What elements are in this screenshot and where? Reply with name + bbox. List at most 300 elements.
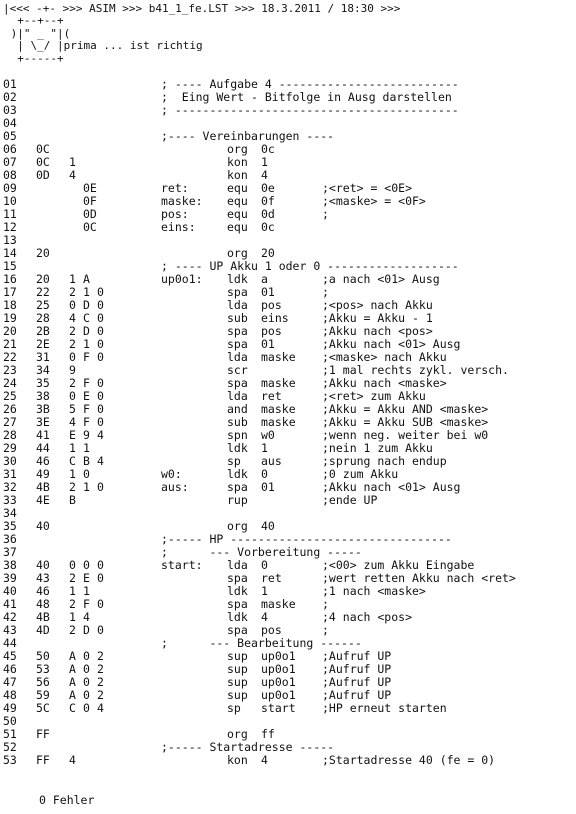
machine-code-byte: 5 bbox=[69, 402, 76, 416]
machine-code-byte: 0 bbox=[83, 688, 90, 702]
machine-code-byte: 0 bbox=[83, 467, 90, 481]
comment-line: ;----- Startadresse ----- bbox=[161, 740, 335, 754]
machine-code-byte: 0 bbox=[97, 285, 104, 299]
address: 4B bbox=[36, 610, 50, 624]
line-number: 11 bbox=[3, 207, 17, 221]
label: w0: bbox=[161, 467, 182, 481]
address: 41 bbox=[36, 428, 50, 442]
machine-code-byte: D bbox=[83, 623, 90, 637]
machine-code-byte: 1 bbox=[83, 584, 90, 598]
machine-code-byte: E bbox=[83, 389, 90, 403]
machine-code-byte: 4 bbox=[69, 168, 76, 182]
label: aus: bbox=[161, 480, 189, 494]
comment: ;Akku nach <01> Ausg bbox=[322, 480, 461, 494]
operand: start bbox=[261, 701, 296, 715]
address: 40 bbox=[36, 519, 50, 533]
line-number: 42 bbox=[3, 610, 17, 624]
machine-code-byte: 4 bbox=[69, 753, 76, 767]
machine-code-byte: 0 bbox=[97, 389, 104, 403]
comment: ;Aufruf UP bbox=[322, 675, 392, 689]
operand: ff bbox=[261, 727, 275, 741]
line-number: 53 bbox=[3, 753, 17, 767]
operand: 01 bbox=[261, 285, 275, 299]
machine-code-byte: 0 bbox=[97, 480, 104, 494]
comment: ;Akku nach <pos> bbox=[322, 324, 433, 338]
machine-code-byte: D bbox=[83, 298, 90, 312]
machine-code-byte: 2 bbox=[69, 285, 76, 299]
address: 40 bbox=[36, 558, 50, 572]
mnemonic: lda bbox=[227, 350, 248, 364]
machine-code-byte: A bbox=[69, 675, 76, 689]
mnemonic: sub bbox=[227, 415, 248, 429]
mnemonic: ldk bbox=[227, 272, 248, 286]
line-number: 06 bbox=[3, 142, 17, 156]
line-number: 38 bbox=[3, 558, 17, 572]
mnemonic: kon bbox=[227, 155, 248, 169]
address: 4D bbox=[36, 623, 50, 637]
mnemonic: kon bbox=[227, 168, 248, 182]
line-number: 50 bbox=[3, 714, 17, 728]
line-number: 33 bbox=[3, 493, 17, 507]
machine-code-byte: 2 bbox=[97, 649, 104, 663]
line-number: 22 bbox=[3, 350, 17, 364]
machine-code-byte: 1 bbox=[69, 610, 76, 624]
line-number: 37 bbox=[3, 545, 17, 559]
machine-code-byte: 0 bbox=[97, 415, 104, 429]
comment: ;Akku = Akku SUB <maske> bbox=[322, 415, 489, 429]
line-number: 21 bbox=[3, 337, 17, 351]
operand: ret bbox=[261, 389, 282, 403]
mnemonic: lda bbox=[227, 298, 248, 312]
line-number: 48 bbox=[3, 688, 17, 702]
error-count: 0 Fehler bbox=[39, 793, 95, 807]
comment: ; bbox=[322, 623, 329, 637]
label: ret: bbox=[161, 181, 189, 195]
line-number: 18 bbox=[3, 298, 17, 312]
line-number: 16 bbox=[3, 272, 17, 286]
operand: maske bbox=[261, 415, 296, 429]
line-number: 14 bbox=[3, 246, 17, 260]
line-number: 39 bbox=[3, 571, 17, 585]
mnemonic: ldk bbox=[227, 584, 248, 598]
comment: ;Akku = Akku - 1 bbox=[322, 311, 433, 325]
line-number: 07 bbox=[3, 155, 17, 169]
line-number: 27 bbox=[3, 415, 17, 429]
operand: 1 bbox=[261, 155, 268, 169]
address: 38 bbox=[36, 389, 50, 403]
address: 4B bbox=[36, 480, 50, 494]
line-number: 52 bbox=[3, 740, 17, 754]
line-number: 29 bbox=[3, 441, 17, 455]
mnemonic: spa bbox=[227, 337, 248, 351]
line-number: 20 bbox=[3, 324, 17, 338]
machine-code-byte: 0 bbox=[69, 389, 76, 403]
comment: ;Aufruf UP bbox=[322, 688, 392, 702]
machine-code-byte: D bbox=[83, 324, 90, 338]
comment: ;Aufruf UP bbox=[322, 662, 392, 676]
line-number: 28 bbox=[3, 428, 17, 442]
line-number: 24 bbox=[3, 376, 17, 390]
line-number: 04 bbox=[3, 116, 17, 130]
comment: ;Akku nach <01> Ausg bbox=[322, 337, 461, 351]
mnemonic: ldk bbox=[227, 610, 248, 624]
mnemonic: ldk bbox=[227, 467, 248, 481]
comment: ;1 nach <maske> bbox=[322, 584, 426, 598]
machine-code-byte: B bbox=[83, 454, 90, 468]
comment: ; bbox=[322, 597, 329, 611]
label: start: bbox=[161, 558, 203, 572]
line-number: 01 bbox=[3, 77, 17, 91]
machine-code-byte: F bbox=[83, 597, 90, 611]
mnemonic: rup bbox=[227, 493, 248, 507]
machine-code-byte: 9 bbox=[83, 428, 90, 442]
machine-code-byte: 0 bbox=[83, 649, 90, 663]
operand: up0o1 bbox=[261, 675, 296, 689]
label: maske: bbox=[161, 194, 203, 208]
mnemonic: org bbox=[227, 142, 248, 156]
address: 28 bbox=[36, 311, 50, 325]
line-number: 25 bbox=[3, 389, 17, 403]
line-number: 23 bbox=[3, 363, 17, 377]
machine-code-byte: 4 bbox=[97, 454, 104, 468]
machine-code-byte: A bbox=[69, 662, 76, 676]
operand: maske bbox=[261, 597, 296, 611]
mnemonic: lda bbox=[227, 389, 248, 403]
comment: ;<pos> nach Akku bbox=[322, 298, 433, 312]
comment-line: ;----- HP -------------------------------- bbox=[161, 532, 452, 546]
machine-code-byte: E bbox=[69, 428, 76, 442]
line-number: 19 bbox=[3, 311, 17, 325]
machine-code-byte: 2 bbox=[97, 662, 104, 676]
line-number: 26 bbox=[3, 402, 17, 416]
line-number: 45 bbox=[3, 649, 17, 663]
comment-line: ; ---- UP Akku 1 oder 0 ------------------- bbox=[161, 259, 459, 273]
address: 0C bbox=[36, 155, 50, 169]
machine-code-byte: C bbox=[69, 701, 76, 715]
comment-line: ; ---- Aufgabe 4 -------------------------- bbox=[161, 77, 459, 91]
operand: maske bbox=[261, 402, 296, 416]
mnemonic: sp bbox=[227, 701, 241, 715]
line-number: 12 bbox=[3, 220, 17, 234]
line-number: 31 bbox=[3, 467, 17, 481]
comment: ;wert retten Akku nach <ret> bbox=[322, 571, 516, 585]
machine-code-byte: F bbox=[83, 350, 90, 364]
line-number: 13 bbox=[3, 233, 17, 247]
operand: a bbox=[261, 272, 268, 286]
machine-code-byte: 1 bbox=[69, 155, 76, 169]
machine-code-byte: 0 bbox=[97, 402, 104, 416]
mnemonic: spa bbox=[227, 324, 248, 338]
mnemonic: equ bbox=[227, 181, 248, 195]
machine-code-byte: 0F bbox=[83, 194, 97, 208]
operand: 4 bbox=[261, 753, 268, 767]
comment-line: ; --- Vorbereitung ----- bbox=[161, 545, 362, 559]
machine-code-byte: F bbox=[83, 402, 90, 416]
comment: ;0 zum Akku bbox=[322, 467, 399, 481]
address: 2E bbox=[36, 337, 50, 351]
machine-code-byte: 1 bbox=[83, 285, 90, 299]
address: 48 bbox=[36, 597, 50, 611]
machine-code-byte: C bbox=[83, 311, 90, 325]
machine-code-byte: 0 bbox=[97, 558, 104, 572]
machine-code-byte: 4 bbox=[69, 415, 76, 429]
machine-code-byte: 2 bbox=[69, 337, 76, 351]
comment: ;4 nach <pos> bbox=[322, 610, 413, 624]
address: 46 bbox=[36, 454, 50, 468]
operand: 20 bbox=[261, 246, 275, 260]
operand: 0c bbox=[261, 220, 275, 234]
comment: ;ende UP bbox=[322, 493, 378, 507]
address: 22 bbox=[36, 285, 50, 299]
operand: 0e bbox=[261, 181, 275, 195]
machine-code-byte: 0 bbox=[83, 675, 90, 689]
mnemonic: spa bbox=[227, 623, 248, 637]
machine-code-byte: 0 bbox=[69, 558, 76, 572]
address: FF bbox=[36, 753, 50, 767]
machine-code-byte: 2 bbox=[69, 324, 76, 338]
line-number: 40 bbox=[3, 584, 17, 598]
comment: ;<maske> nach Akku bbox=[322, 350, 447, 364]
machine-code-byte: 1 bbox=[83, 441, 90, 455]
mnemonic: sup bbox=[227, 662, 248, 676]
machine-code-byte: 4 bbox=[69, 311, 76, 325]
machine-code-byte: 0 bbox=[97, 324, 104, 338]
machine-code-byte: F bbox=[83, 415, 90, 429]
comment: ;Startadresse 40 (fe = 0) bbox=[322, 753, 496, 767]
mnemonic: sup bbox=[227, 675, 248, 689]
comment: ;<00> zum Akku Eingabe bbox=[322, 558, 475, 572]
address: 35 bbox=[36, 376, 50, 390]
comment: ;Akku nach <maske> bbox=[322, 376, 447, 390]
address: 46 bbox=[36, 584, 50, 598]
operand: 4 bbox=[261, 610, 268, 624]
mnemonic: org bbox=[227, 727, 248, 741]
label: eins: bbox=[161, 220, 196, 234]
breadcrumb: |<<< -+- >>> ASIM >>> b41_1_fe.LST >>> 18.3.2011 / 18:30 >>> bbox=[3, 2, 401, 15]
comment: ;Akku = Akku AND <maske> bbox=[322, 402, 489, 416]
comment-line: ; --- Bearbeitung ------ bbox=[161, 636, 362, 650]
line-number: 05 bbox=[3, 129, 17, 143]
comment: ;sprung nach endup bbox=[322, 454, 447, 468]
comment-line: ;---- Vereinbarungen ---- bbox=[161, 129, 335, 143]
address: 3E bbox=[36, 415, 50, 429]
comment: ;Aufruf UP bbox=[322, 649, 392, 663]
machine-code-byte: 0 bbox=[83, 558, 90, 572]
line-number: 15 bbox=[3, 259, 17, 273]
machine-code-byte: 0E bbox=[83, 181, 97, 195]
machine-code-byte: 0 bbox=[69, 298, 76, 312]
address: 3B bbox=[36, 402, 50, 416]
line-number: 34 bbox=[3, 506, 17, 520]
line-number: 46 bbox=[3, 662, 17, 676]
mnemonic: lda bbox=[227, 558, 248, 572]
line-number: 43 bbox=[3, 623, 17, 637]
mnemonic: scr bbox=[227, 363, 248, 377]
operand: maske bbox=[261, 376, 296, 390]
machine-code-byte: 2 bbox=[97, 688, 104, 702]
operand: 01 bbox=[261, 480, 275, 494]
comment: ;wenn neg. weiter bei w0 bbox=[322, 428, 489, 442]
machine-code-byte: 0 bbox=[69, 350, 76, 364]
mnemonic: sup bbox=[227, 688, 248, 702]
comment: ;<ret> = <0E> bbox=[322, 181, 413, 195]
mnemonic: spn bbox=[227, 428, 248, 442]
address: 31 bbox=[36, 350, 50, 364]
comment: ;<maske> = <0F> bbox=[322, 194, 426, 208]
operand: aus bbox=[261, 454, 282, 468]
mnemonic: spa bbox=[227, 480, 248, 494]
machine-code-byte: 1 bbox=[69, 467, 76, 481]
comment-line: ; ----------------------------------------- bbox=[161, 103, 459, 117]
mnemonic: sup bbox=[227, 649, 248, 663]
line-number: 08 bbox=[3, 168, 17, 182]
address: 56 bbox=[36, 675, 50, 689]
machine-code-byte: F bbox=[83, 376, 90, 390]
machine-code-byte: 0 bbox=[97, 623, 104, 637]
mnemonic: org bbox=[227, 519, 248, 533]
line-number: 03 bbox=[3, 103, 17, 117]
operand: 1 bbox=[261, 584, 268, 598]
machine-code-byte: 1 bbox=[83, 337, 90, 351]
address: 0C bbox=[36, 142, 50, 156]
mnemonic: equ bbox=[227, 220, 248, 234]
address: 43 bbox=[36, 571, 50, 585]
address: 44 bbox=[36, 441, 50, 455]
label: pos: bbox=[161, 207, 189, 221]
line-number: 41 bbox=[3, 597, 17, 611]
operand: 0f bbox=[261, 194, 275, 208]
comment: ;1 mal rechts zykl. versch. bbox=[322, 363, 509, 377]
operand: pos bbox=[261, 324, 282, 338]
operand: 0c bbox=[261, 142, 275, 156]
address: 34 bbox=[36, 363, 50, 377]
machine-code-byte: 9 bbox=[69, 363, 76, 377]
mnemonic: sub bbox=[227, 311, 248, 325]
machine-code-byte: 4 bbox=[83, 610, 90, 624]
operand: ret bbox=[261, 571, 282, 585]
address: 4E bbox=[36, 493, 50, 507]
machine-code-byte: 0C bbox=[83, 220, 97, 234]
operand: up0o1 bbox=[261, 688, 296, 702]
line-number: 32 bbox=[3, 480, 17, 494]
operand: 4 bbox=[261, 168, 268, 182]
operand: 0 bbox=[261, 558, 268, 572]
mnemonic: sp bbox=[227, 454, 241, 468]
comment: ;<ret> zum Akku bbox=[322, 389, 426, 403]
machine-code-byte: 2 bbox=[69, 480, 76, 494]
machine-code-byte: 2 bbox=[69, 597, 76, 611]
mnemonic: equ bbox=[227, 194, 248, 208]
machine-code-byte: 0D bbox=[83, 207, 97, 221]
mnemonic: spa bbox=[227, 285, 248, 299]
machine-code-byte: A bbox=[69, 688, 76, 702]
operand: eins bbox=[261, 311, 289, 325]
line-number: 09 bbox=[3, 181, 17, 195]
line-number: 02 bbox=[3, 90, 17, 104]
comment: ; bbox=[322, 285, 329, 299]
line-number: 47 bbox=[3, 675, 17, 689]
machine-code-byte: 2 bbox=[69, 376, 76, 390]
address: 25 bbox=[36, 298, 50, 312]
line-number: 51 bbox=[3, 727, 17, 741]
machine-code-byte: 2 bbox=[69, 623, 76, 637]
machine-code-byte: C bbox=[69, 454, 76, 468]
mnemonic: spa bbox=[227, 376, 248, 390]
operand: 40 bbox=[261, 519, 275, 533]
machine-code-byte: 1 bbox=[69, 584, 76, 598]
operand: 0 bbox=[261, 467, 268, 481]
label: up0o1: bbox=[161, 272, 203, 286]
machine-code-byte: 0 bbox=[97, 311, 104, 325]
line-number: 49 bbox=[3, 701, 17, 715]
machine-code-byte: B bbox=[69, 493, 76, 507]
machine-code-byte: 0 bbox=[97, 376, 104, 390]
line-number: 30 bbox=[3, 454, 17, 468]
machine-code-byte: 0 bbox=[83, 701, 90, 715]
comment: ;nein 1 zum Akku bbox=[322, 441, 433, 455]
mnemonic: equ bbox=[227, 207, 248, 221]
line-number: 35 bbox=[3, 519, 17, 533]
operand: 0d bbox=[261, 207, 275, 221]
machine-code-byte: 2 bbox=[69, 571, 76, 585]
operand: pos bbox=[261, 298, 282, 312]
address: 2B bbox=[36, 324, 50, 338]
mnemonic: ldk bbox=[227, 441, 248, 455]
machine-code-byte: 2 bbox=[97, 675, 104, 689]
machine-code-byte: 1 bbox=[83, 480, 90, 494]
machine-code-byte: 1 bbox=[69, 272, 76, 286]
comment: ; bbox=[322, 207, 329, 221]
operand: 01 bbox=[261, 337, 275, 351]
machine-code-byte: E bbox=[83, 571, 90, 585]
address: 20 bbox=[36, 246, 50, 260]
address: 20 bbox=[36, 272, 50, 286]
machine-code-byte: 1 bbox=[69, 441, 76, 455]
status-logo: +--+--+ )|" _ "|( | \_/ |prima ... ist richtig +-----+ bbox=[10, 14, 203, 65]
comment: ;a nach <01> Ausg bbox=[322, 272, 440, 286]
machine-code-byte: 0 bbox=[83, 662, 90, 676]
machine-code-byte: 4 bbox=[97, 701, 104, 715]
machine-code-byte: 0 bbox=[97, 597, 104, 611]
mnemonic: spa bbox=[227, 597, 248, 611]
line-number: 17 bbox=[3, 285, 17, 299]
operand: 1 bbox=[261, 441, 268, 455]
mnemonic: kon bbox=[227, 753, 248, 767]
machine-code-byte: A bbox=[83, 272, 90, 286]
address: 5C bbox=[36, 701, 50, 715]
machine-code-byte: 4 bbox=[97, 428, 104, 442]
address: 0D bbox=[36, 168, 50, 182]
machine-code-byte: A bbox=[69, 649, 76, 663]
operand: up0o1 bbox=[261, 649, 296, 663]
address: 59 bbox=[36, 688, 50, 702]
address: 49 bbox=[36, 467, 50, 481]
operand: maske bbox=[261, 350, 296, 364]
operand: w0 bbox=[261, 428, 275, 442]
comment-line: ; Eing Wert - Bitfolge in Ausg darstellen bbox=[161, 90, 452, 104]
comment: ;HP erneut starten bbox=[322, 701, 447, 715]
machine-code-byte: 0 bbox=[97, 298, 104, 312]
operand: pos bbox=[261, 623, 282, 637]
mnemonic: and bbox=[227, 402, 248, 416]
machine-code-byte: 0 bbox=[97, 350, 104, 364]
address: 53 bbox=[36, 662, 50, 676]
line-number: 10 bbox=[3, 194, 17, 208]
line-number: 44 bbox=[3, 636, 17, 650]
mnemonic: org bbox=[227, 246, 248, 260]
machine-code-byte: 0 bbox=[97, 571, 104, 585]
operand: up0o1 bbox=[261, 662, 296, 676]
